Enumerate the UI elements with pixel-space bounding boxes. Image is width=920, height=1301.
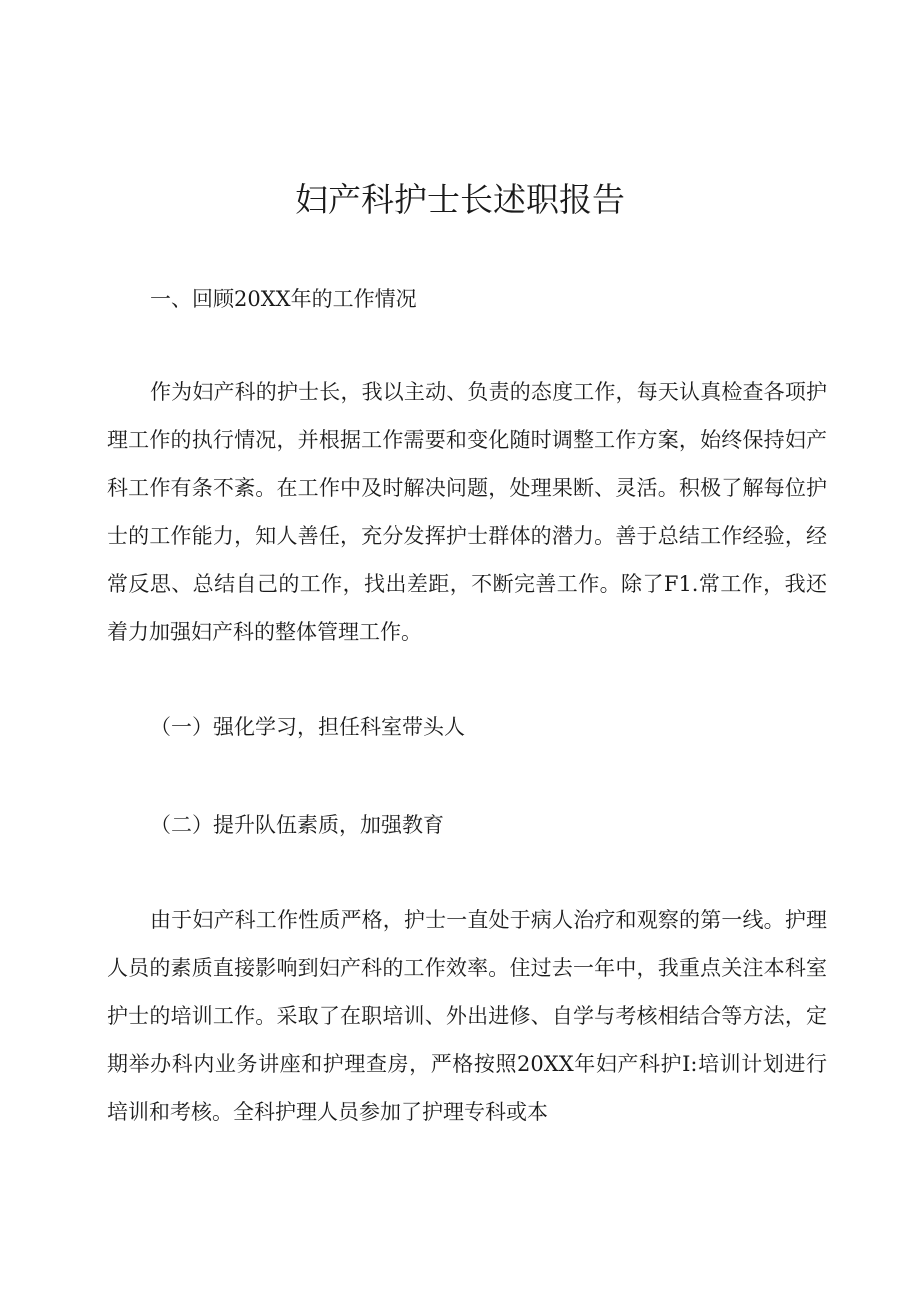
subsection-heading-1: （一）强化学习，担任科室带头人: [150, 715, 465, 739]
body-paragraph-2: 由于妇产科工作性质严格，护士一直处于病人治疗和观察的第一线。护理人员的素质直接影响到妇产科的工作效率。住过去一年中，我重点关注本科室护士的培训工作。采取了在职培训、外出进修、自学与考核相结合等方法，定期举办科内业务讲座和护理查房，严格按照20XX年妇产科护I:培训计划进行培训和考核。全科护理人员参加了护理专科或本: [107, 908, 827, 1124]
document-title: 妇产科护士长述职报告: [295, 180, 625, 219]
section-heading: 一、回顾20XX年的工作情况: [150, 287, 417, 311]
subsection-heading-2: （二）提升队伍素质，加强教育: [150, 813, 444, 837]
body-paragraph-1: 作为妇产科的护士长，我以主动、负责的态度工作，每天认真检查各项护理工作的执行情况，并根据工作需要和变化随时调整工作方案，始终保持妇产科工作有条不紊。在工作中及时解决问题，处理果断、灵活。积极了解每位护士的工作能力，知人善任，充分发挥护士群体的潜力。善于总结工作经验，经常反思、总结自己的工作，找出差距，不断完善工作。除了F1.常工作，我还着力加强妇产科的整体管理工作。: [107, 380, 827, 644]
